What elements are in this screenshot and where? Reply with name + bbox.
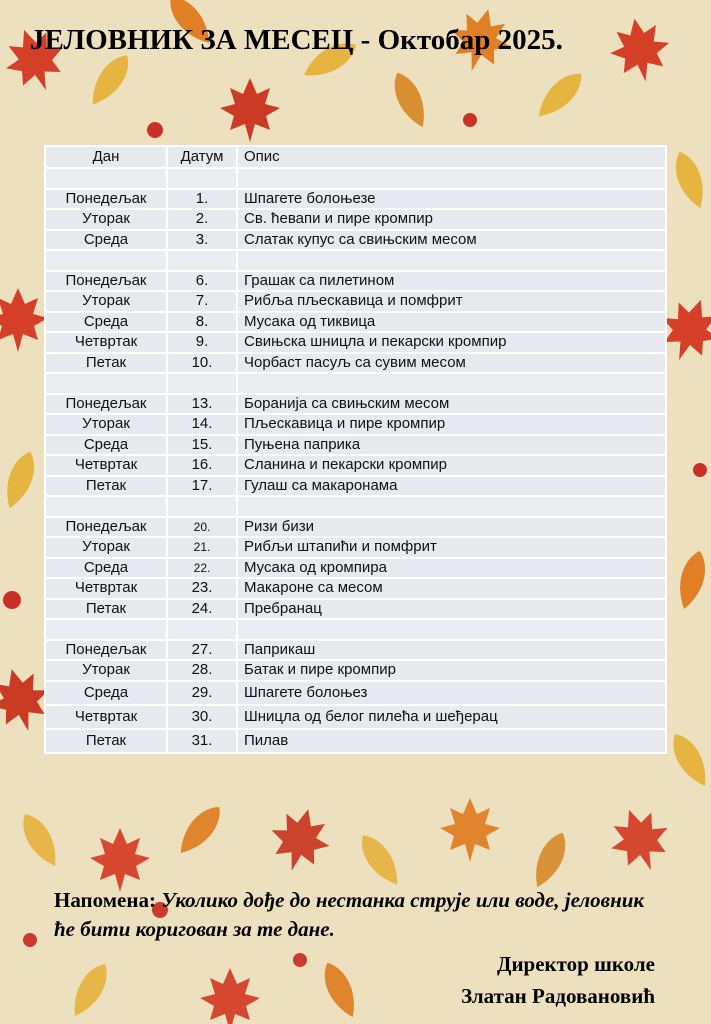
table-row: [45, 230, 666, 251]
week-separator: [45, 496, 666, 517]
table-row: [45, 189, 666, 210]
description-cell: Пуњена паприка: [237, 435, 666, 456]
day-cell: Петак: [45, 353, 167, 374]
date-cell: 28.: [167, 660, 237, 681]
date-cell: 15.: [167, 435, 237, 456]
table-row: [45, 660, 666, 681]
day-cell: Петак: [45, 599, 167, 620]
table-row: [45, 517, 666, 538]
table-row: [45, 414, 666, 435]
table-row: [45, 353, 666, 374]
date-cell: 9.: [167, 332, 237, 353]
signature-role: Директор школе: [497, 952, 655, 976]
day-cell: Среда: [45, 312, 167, 333]
day-cell: Петак: [45, 729, 167, 753]
table-row: [45, 705, 666, 729]
day-cell: Среда: [45, 230, 167, 251]
date-cell: 16.: [167, 455, 237, 476]
date-cell: 2.: [167, 209, 237, 230]
description-cell: Макароне са месом: [237, 578, 666, 599]
week-separator: [45, 168, 666, 189]
date-cell: 27.: [167, 640, 237, 661]
table-row: [45, 209, 666, 230]
date-cell: 29.: [167, 681, 237, 705]
table-row: [45, 271, 666, 292]
table-row: [45, 640, 666, 661]
column-header-day: Дан: [45, 146, 167, 168]
date-cell: 20.: [167, 517, 237, 538]
note-text: Уколико дође до нестанка струје или воде, јеловник ће бити коригован за те дане.: [54, 888, 645, 941]
day-cell: Понедељак: [45, 189, 167, 210]
table-row: [45, 455, 666, 476]
day-cell: Четвртак: [45, 705, 167, 729]
date-cell: 13.: [167, 394, 237, 415]
table-row: [45, 291, 666, 312]
description-cell: Свињска шницла и пекарски кромпир: [237, 332, 666, 353]
table-row: [45, 476, 666, 497]
week-separator: [45, 250, 666, 271]
note-label: Напомена:: [54, 888, 156, 912]
column-header-description: Опис: [237, 146, 666, 168]
table-row: [45, 599, 666, 620]
day-cell: Среда: [45, 681, 167, 705]
date-cell: 8.: [167, 312, 237, 333]
date-cell: 21.: [167, 537, 237, 558]
date-cell: 7.: [167, 291, 237, 312]
date-cell: 1.: [167, 189, 237, 210]
top-leaf-cluster: [0, 0, 675, 142]
note-paragraph: [54, 886, 654, 944]
description-cell: Боранија са свињским месом: [237, 394, 666, 415]
description-cell: Сланина и пекарски кромпир: [237, 455, 666, 476]
description-cell: Шницла од белог пилећа и шеђерац: [237, 705, 666, 729]
day-cell: Понедељак: [45, 394, 167, 415]
table-row: [45, 558, 666, 579]
day-cell: Уторак: [45, 291, 167, 312]
table-row: [45, 435, 666, 456]
day-cell: Понедељак: [45, 517, 167, 538]
table-row: [45, 394, 666, 415]
date-cell: 10.: [167, 353, 237, 374]
signature-name: Златан Радовановић: [461, 984, 655, 1008]
table-row: [45, 729, 666, 753]
description-cell: Рибљи штапићи и помфрит: [237, 537, 666, 558]
date-cell: 17.: [167, 476, 237, 497]
week-separator: [45, 373, 666, 394]
date-cell: 6.: [167, 271, 237, 292]
day-cell: Уторак: [45, 414, 167, 435]
date-cell: 30.: [167, 705, 237, 729]
description-cell: Пребранац: [237, 599, 666, 620]
description-cell: Пљескавица и пире кромпир: [237, 414, 666, 435]
description-cell: Чорбаст пасуљ са сувим месом: [237, 353, 666, 374]
description-cell: Батак и пире кромпир: [237, 660, 666, 681]
date-cell: 23.: [167, 578, 237, 599]
day-cell: Четвртак: [45, 578, 167, 599]
week-separator: [45, 619, 666, 640]
description-cell: Гулаш са макаронама: [237, 476, 666, 497]
day-cell: Среда: [45, 435, 167, 456]
table-row: [45, 537, 666, 558]
day-cell: Четвртак: [45, 332, 167, 353]
day-cell: Уторак: [45, 209, 167, 230]
table-row: [45, 681, 666, 705]
description-cell: Рибља пљескавица и помфрит: [237, 291, 666, 312]
date-cell: 22.: [167, 558, 237, 579]
table-row: [45, 578, 666, 599]
day-cell: Уторак: [45, 660, 167, 681]
description-cell: Пилав: [237, 729, 666, 753]
description-cell: Мусака од кромпира: [237, 558, 666, 579]
description-cell: Паприкаш: [237, 640, 666, 661]
description-cell: Шпагете болоњез: [237, 681, 666, 705]
description-cell: Слатак купус са свињским месом: [237, 230, 666, 251]
description-cell: Ризи бизи: [237, 517, 666, 538]
day-cell: Уторак: [45, 537, 167, 558]
description-cell: Шпагете болоњезе: [237, 189, 666, 210]
table-row: [45, 332, 666, 353]
header-row: [45, 146, 666, 168]
day-cell: Среда: [45, 558, 167, 579]
date-cell: 24.: [167, 599, 237, 620]
day-cell: Четвртак: [45, 455, 167, 476]
menu-table: [44, 145, 667, 754]
page-title: ЈЕЛОВНИК ЗА МЕСЕЦ - Октобар 2025.: [30, 24, 563, 56]
description-cell: Св. ћевапи и пире кромпир: [237, 209, 666, 230]
description-cell: Мусака од тиквица: [237, 312, 666, 333]
date-cell: 31.: [167, 729, 237, 753]
day-cell: Понедељак: [45, 640, 167, 661]
day-cell: Петак: [45, 476, 167, 497]
date-cell: 3.: [167, 230, 237, 251]
description-cell: Грашак са пилетином: [237, 271, 666, 292]
table-row: [45, 312, 666, 333]
day-cell: Понедељак: [45, 271, 167, 292]
column-header-date: Датум: [167, 146, 237, 168]
date-cell: 14.: [167, 414, 237, 435]
